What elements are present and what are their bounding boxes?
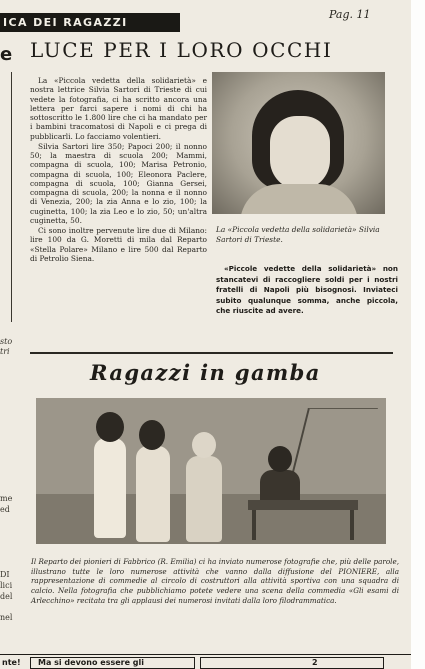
left-fragment: me [0,494,13,503]
photo-figure-head [268,446,292,472]
article-paragraph: Ci sono inoltre pervenute lire due di Milano: lire 100 da G. Moretti di mila dal Reparto «Stella Polare» Milano e lire 500 dal Reparto di Petrolio Siena. [30,226,207,263]
appeal-text: «Piccole vedette della solidarietà» non stancatevi di raccogliere soldi per i nostri fratelli di Napoli più bisognosi. Inviateci subito qualunque somma, anche piccola, che riuscite ad avere. [216,264,398,315]
left-column-border [0,72,12,322]
left-fragment: nel [0,613,13,622]
left-fragment: tri [0,347,10,356]
section-header: ICA DEI RAGAZZI [0,13,180,32]
photo-face [270,116,330,190]
photo-figure-head [96,412,124,442]
photo-table [248,500,358,510]
article-title: LUCE PER I LORO OCCHI [30,38,333,62]
article-body [30,76,207,264]
page-number: Pag. 11 [329,8,371,21]
photo-figure [186,456,222,542]
left-fragment: sto [0,337,13,346]
footer-fragment: 2 [312,658,318,667]
left-fragment: ed [0,505,10,514]
group-photo [36,398,386,544]
photo-figure [136,446,170,542]
page-margin [411,0,425,669]
footer-fragment: nte! [2,658,21,667]
portrait-photo [212,72,385,214]
photo-figure [94,438,126,538]
article-paragraph: Silvia Sartori lire 350; Papoci 200; il nonno 50; la maestra di scuola 200; Mammi, compagna di scuola, 100; Marisa Petronio, compagna di scuola, 100; Eleonora Paclere, compagna di scuola, 100; Gianna Gersei, compagna di scuola, 200; la nonna e il nonno di Venezia, 200; la zia Anna e lo zio, 100; la cuginetta, 100; la zia Leo e lo zio, 50; un'altra cuginetta, 50. [30,141,207,225]
left-fragment: DI [0,570,10,579]
left-title-fragment: e [0,44,13,65]
article-paragraph: La «Piccola vedetta della solidarietà» e nostra lettrice Silvia Sartori di Trieste di cui vedete la fotografia, ci ha scritto ancora una lettera per farci sapere i nomi di chi ha sottoscritto le 1.800 lire che ci ha mandato per i bambini tracomatosi di Napoli e ci prega di pubblicarli. Lo facciamo volentieri. [30,76,207,141]
footer-box [200,657,384,669]
footer-fragment: Ma si devono essere gli [38,658,145,667]
portrait-caption: La «Piccola vedetta della solidarietà» Silvia Sartori di Trieste. [216,225,380,244]
left-fragment: del [0,592,13,601]
group-photo-caption: Il Reparto dei pionieri di Fabbrico (R. Emilia) ci ha inviato numerose fotografie che, più delle parole, illustrano tutte le loro numerose attività che vanno dalla diffusione del PIONIERE, alla rappresentazione di commedie al circolo di costruttori alla attività sportiva con una squadra di calcio. Nella fotografia che pubblichiamo potete vedere una scena della commedia «Gli esami di Arlecchino» recitata tra gli applausi dei numerosi invitati dalla loro filodrammatica. [31,557,399,605]
section-divider [30,352,393,354]
second-article-title: Ragazzi in gamba [90,360,321,385]
photo-table-leg [252,510,256,540]
photo-table-leg [350,510,354,540]
left-fragment: lici [0,581,13,590]
photo-body [240,184,358,214]
photo-figure [260,470,300,504]
photo-figure-head [192,432,216,458]
next-article-strip [0,654,411,669]
photo-figure-head [139,420,165,450]
